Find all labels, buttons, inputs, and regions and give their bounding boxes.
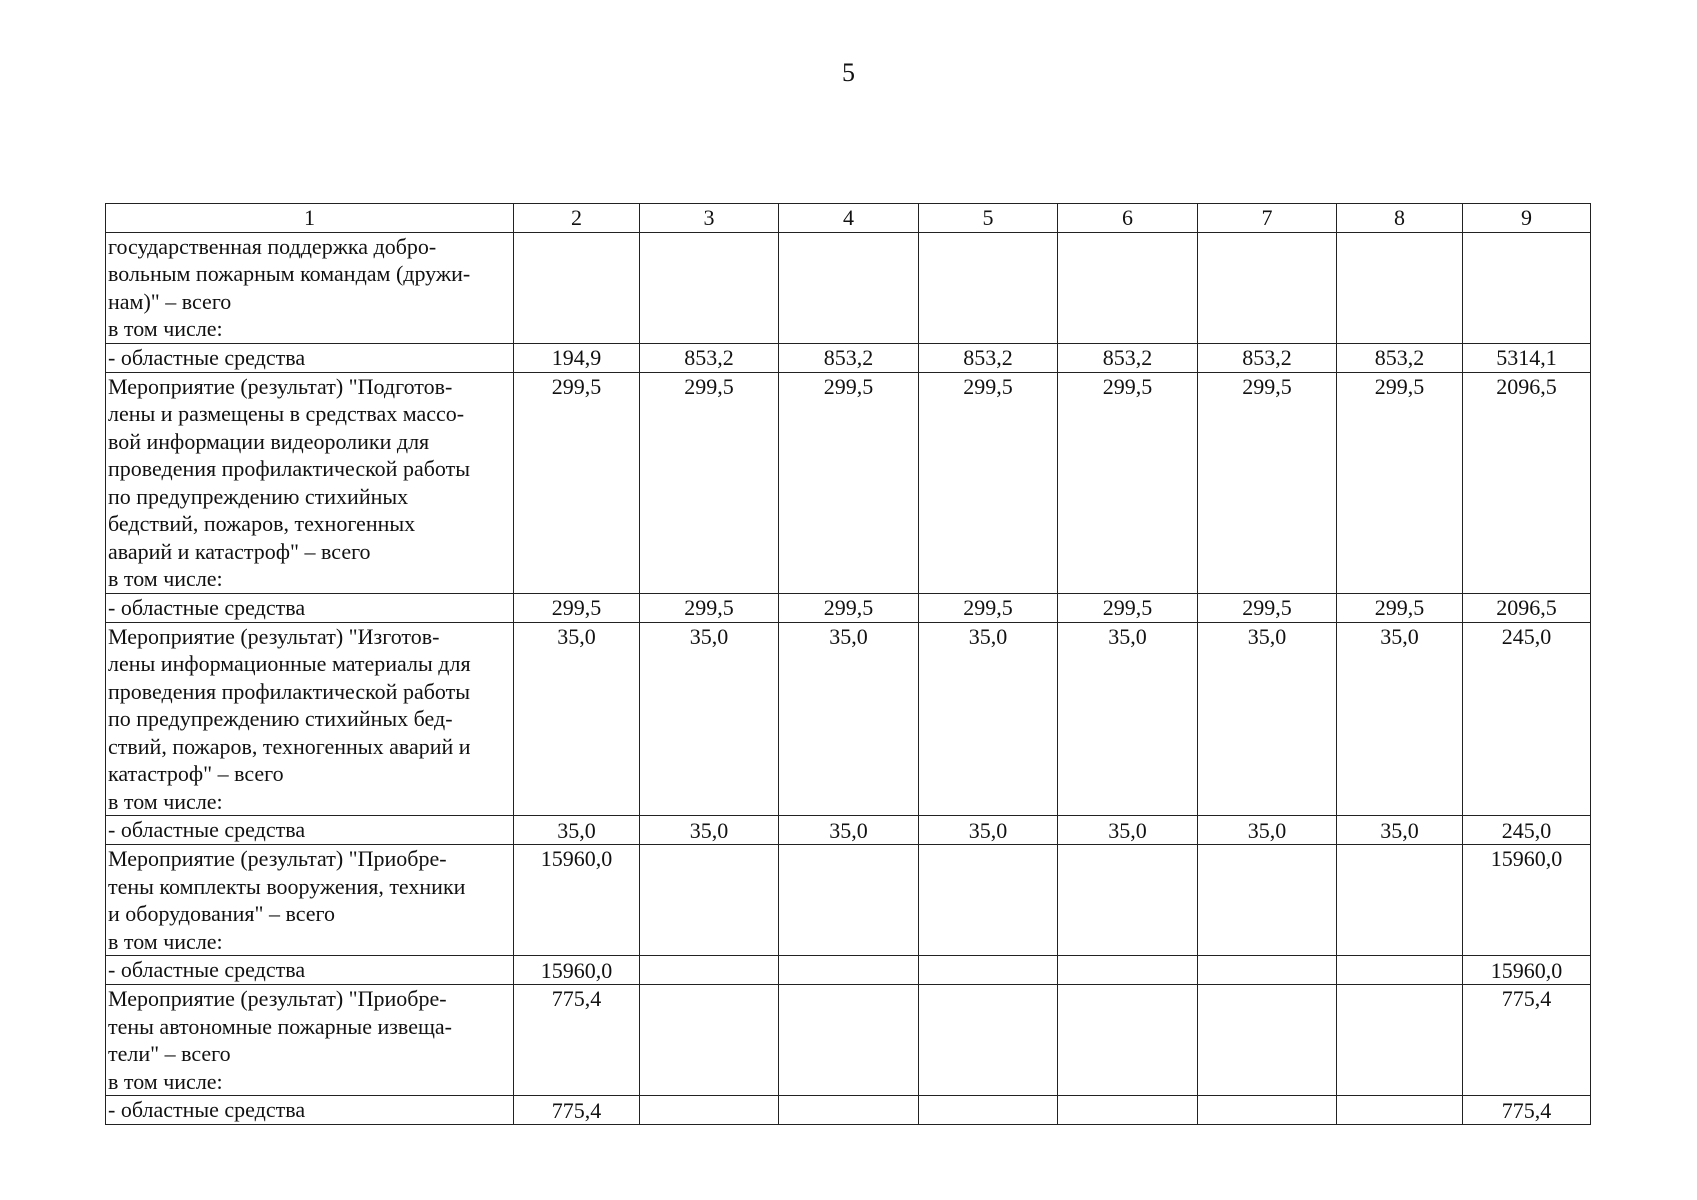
value-cell: 5314,1 <box>1463 343 1591 372</box>
value-cell: 35,0 <box>514 622 640 816</box>
value-cell: 194,9 <box>514 343 640 372</box>
value-cell <box>1058 232 1198 343</box>
table-row-regional-funds <box>106 1096 1591 1125</box>
value-cell <box>1463 232 1591 343</box>
value-cell: 775,4 <box>514 985 640 1096</box>
value-cell: 299,5 <box>779 593 919 622</box>
row-description: Мероприятие (результат) "Подготов- лены и размещены в средствах массо- вой информации видеоролики для проведения профилактической работы по предупреждению стихийных бедствий, пожаров, техногенных аварий и катастроф" – всего в том числе: <box>106 372 514 593</box>
value-cell <box>1337 985 1463 1096</box>
value-cell: 35,0 <box>514 816 640 845</box>
row-description: Мероприятие (результат) "Изготов- лены информационные материалы для проведения профилактической работы по предупреждению стихийных бед- ствий, пожаров, техногенных аварий и катастроф" – всего в том числе: <box>106 622 514 816</box>
value-cell: 35,0 <box>640 816 779 845</box>
value-cell <box>919 845 1058 956</box>
value-cell <box>779 845 919 956</box>
value-cell: 853,2 <box>1337 343 1463 372</box>
table-body <box>106 232 1591 1125</box>
row-description: государственная поддержка добро- вольным пожарным командам (дружи- нам)" – всего в том числе: <box>106 232 514 343</box>
value-cell <box>1198 956 1337 985</box>
header-row <box>106 204 1591 233</box>
value-cell <box>1337 1096 1463 1125</box>
column-header: 6 <box>1058 204 1198 233</box>
value-cell <box>1058 985 1198 1096</box>
value-cell: 775,4 <box>514 1096 640 1125</box>
value-cell <box>640 985 779 1096</box>
value-cell: 853,2 <box>779 343 919 372</box>
value-cell: 2096,5 <box>1463 372 1591 593</box>
table-row-regional-funds <box>106 816 1591 845</box>
value-cell: 35,0 <box>919 816 1058 845</box>
value-cell: 35,0 <box>640 622 779 816</box>
value-cell: 299,5 <box>1058 593 1198 622</box>
value-cell: 35,0 <box>1198 816 1337 845</box>
table-row-activity <box>106 622 1591 816</box>
value-cell <box>919 956 1058 985</box>
value-cell: 299,5 <box>919 593 1058 622</box>
page-number: 5 <box>842 58 855 87</box>
value-cell: 245,0 <box>1463 816 1591 845</box>
value-cell <box>779 985 919 1096</box>
value-cell: 299,5 <box>1337 372 1463 593</box>
value-cell: 245,0 <box>1463 622 1591 816</box>
value-cell: 2096,5 <box>1463 593 1591 622</box>
value-cell: 299,5 <box>1058 372 1198 593</box>
table-row-regional-funds <box>106 956 1591 985</box>
budget-table <box>105 203 1591 1125</box>
value-cell <box>779 956 919 985</box>
value-cell: 299,5 <box>1198 593 1337 622</box>
value-cell: 299,5 <box>514 372 640 593</box>
value-cell <box>779 232 919 343</box>
column-header: 2 <box>514 204 640 233</box>
row-description: Мероприятие (результат) "Приобре- тены автономные пожарные извеща- тели" – всего в том числе: <box>106 985 514 1096</box>
value-cell: 299,5 <box>779 372 919 593</box>
value-cell: 35,0 <box>1337 622 1463 816</box>
column-header: 9 <box>1463 204 1591 233</box>
value-cell <box>919 1096 1058 1125</box>
value-cell <box>1337 956 1463 985</box>
column-header: 3 <box>640 204 779 233</box>
table-row-regional-funds <box>106 593 1591 622</box>
value-cell: 299,5 <box>919 372 1058 593</box>
value-cell <box>919 985 1058 1096</box>
column-header: 1 <box>106 204 514 233</box>
value-cell: 15960,0 <box>514 956 640 985</box>
value-cell: 299,5 <box>640 593 779 622</box>
value-cell: 299,5 <box>640 372 779 593</box>
row-description: - областные средства <box>106 343 514 372</box>
table-row-activity <box>106 372 1591 593</box>
value-cell <box>640 845 779 956</box>
column-header: 4 <box>779 204 919 233</box>
value-cell <box>640 232 779 343</box>
value-cell: 853,2 <box>640 343 779 372</box>
value-cell: 853,2 <box>1058 343 1198 372</box>
value-cell <box>1058 1096 1198 1125</box>
value-cell: 15960,0 <box>514 845 640 956</box>
table-row-regional-funds <box>106 343 1591 372</box>
value-cell <box>1337 845 1463 956</box>
value-cell <box>1058 956 1198 985</box>
value-cell: 35,0 <box>1058 816 1198 845</box>
column-header: 5 <box>919 204 1058 233</box>
value-cell: 35,0 <box>779 816 919 845</box>
value-cell: 15960,0 <box>1463 845 1591 956</box>
value-cell <box>919 232 1058 343</box>
value-cell <box>1198 1096 1337 1125</box>
value-cell: 35,0 <box>1337 816 1463 845</box>
row-description: - областные средства <box>106 593 514 622</box>
value-cell: 35,0 <box>1198 622 1337 816</box>
value-cell: 35,0 <box>779 622 919 816</box>
row-description: - областные средства <box>106 956 514 985</box>
value-cell: 853,2 <box>919 343 1058 372</box>
row-description: Мероприятие (результат) "Приобре- тены комплекты вооружения, техники и оборудования" – всего в том числе: <box>106 845 514 956</box>
value-cell <box>514 232 640 343</box>
column-header: 8 <box>1337 204 1463 233</box>
value-cell <box>779 1096 919 1125</box>
value-cell: 299,5 <box>1198 372 1337 593</box>
value-cell <box>1058 845 1198 956</box>
value-cell <box>640 1096 779 1125</box>
value-cell: 15960,0 <box>1463 956 1591 985</box>
value-cell <box>640 956 779 985</box>
value-cell: 853,2 <box>1198 343 1337 372</box>
value-cell: 299,5 <box>514 593 640 622</box>
value-cell: 775,4 <box>1463 985 1591 1096</box>
row-description: - областные средства <box>106 816 514 845</box>
column-header: 7 <box>1198 204 1337 233</box>
value-cell: 35,0 <box>919 622 1058 816</box>
table-row-activity <box>106 845 1591 956</box>
value-cell <box>1337 232 1463 343</box>
table-row-activity <box>106 232 1591 343</box>
value-cell: 775,4 <box>1463 1096 1591 1125</box>
value-cell <box>1198 232 1337 343</box>
value-cell: 35,0 <box>1058 622 1198 816</box>
value-cell <box>1198 985 1337 1096</box>
row-description: - областные средства <box>106 1096 514 1125</box>
value-cell <box>1198 845 1337 956</box>
value-cell: 299,5 <box>1337 593 1463 622</box>
table-row-activity <box>106 985 1591 1096</box>
